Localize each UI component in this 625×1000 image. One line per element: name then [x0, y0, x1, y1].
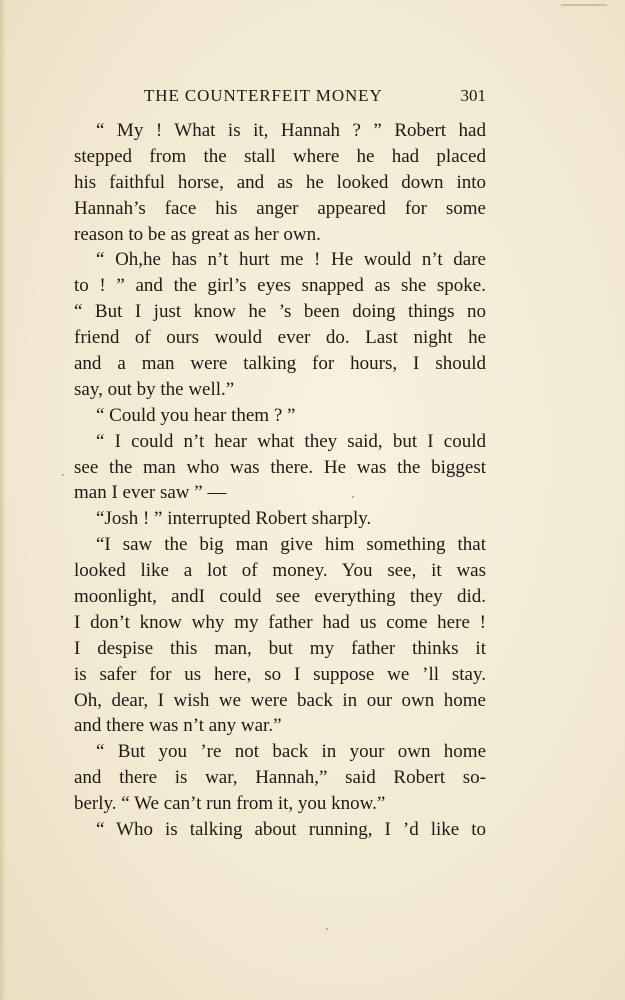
text-line: stepped from the stall where he had placed — [74, 145, 486, 167]
text-line: and a man were talking for hours, I should — [74, 353, 486, 375]
text-line: is safer for us here, so I suppose we ’ll stay. — [74, 663, 486, 685]
text-line: see the man who was there. He was the biggest — [74, 456, 486, 478]
text-line: “ But you ’re not back in your own home — [96, 741, 486, 763]
text-line: looked like a lot of money. You see, it was — [74, 560, 486, 582]
text-line: “ Could you hear them ? ” — [96, 404, 296, 426]
page-number: 301 — [460, 86, 486, 105]
page-corner-mark — [561, 4, 607, 6]
print-speck — [352, 496, 354, 498]
running-title: THE COUNTERFEIT MONEY — [144, 86, 383, 105]
text-line: “ Who is talking about running, I ’d like to — [96, 819, 486, 841]
page-binding-shadow — [0, 0, 6, 1000]
text-line: say, out by the well.” — [74, 378, 235, 400]
running-head — [74, 86, 486, 112]
text-line: “I saw the big man give him something that — [96, 534, 486, 556]
text-line: his faithful horse, and as he looked down into — [74, 171, 486, 193]
text-line: reason to be as great as her own. — [74, 223, 321, 245]
text-line: and there was n’t any war.” — [74, 715, 282, 737]
text-line: “ But I just know he ’s been doing things no — [74, 301, 486, 323]
text-line: “ Oh,he has n’t hurt me ! He would n’t dare — [96, 249, 486, 271]
text-line: to ! ” and the girl’s eyes snapped as she spoke. — [74, 275, 486, 297]
body-text — [74, 118, 486, 843]
text-line: “ I could n’t hear what they said, but I could — [96, 430, 486, 452]
text-line: friend of ours would ever do. Last night he — [74, 327, 486, 349]
text-line: “ My ! What is it, Hannah ? ” Robert had — [96, 120, 486, 141]
text-line: man I ever saw ” — — [74, 482, 227, 504]
print-speck — [326, 928, 328, 930]
print-speck — [62, 474, 64, 476]
text-line: I despise this man, but my father thinks it — [74, 637, 486, 659]
text-line: “Josh ! ” interrupted Robert sharply. — [96, 508, 372, 530]
text-line: berly. “ We can’t run from it, you know.” — [74, 793, 386, 815]
text-line: moonlight, andI could see everything they did. — [74, 586, 486, 608]
text-line: I don’t know why my father had us come here ! — [74, 611, 486, 633]
text-line: and there is war, Hannah,” said Robert so- — [74, 767, 486, 789]
text-line: Hannah’s face his anger appeared for some — [74, 197, 486, 219]
text-line: Oh, dear, I wish we were back in our own home — [74, 689, 486, 711]
